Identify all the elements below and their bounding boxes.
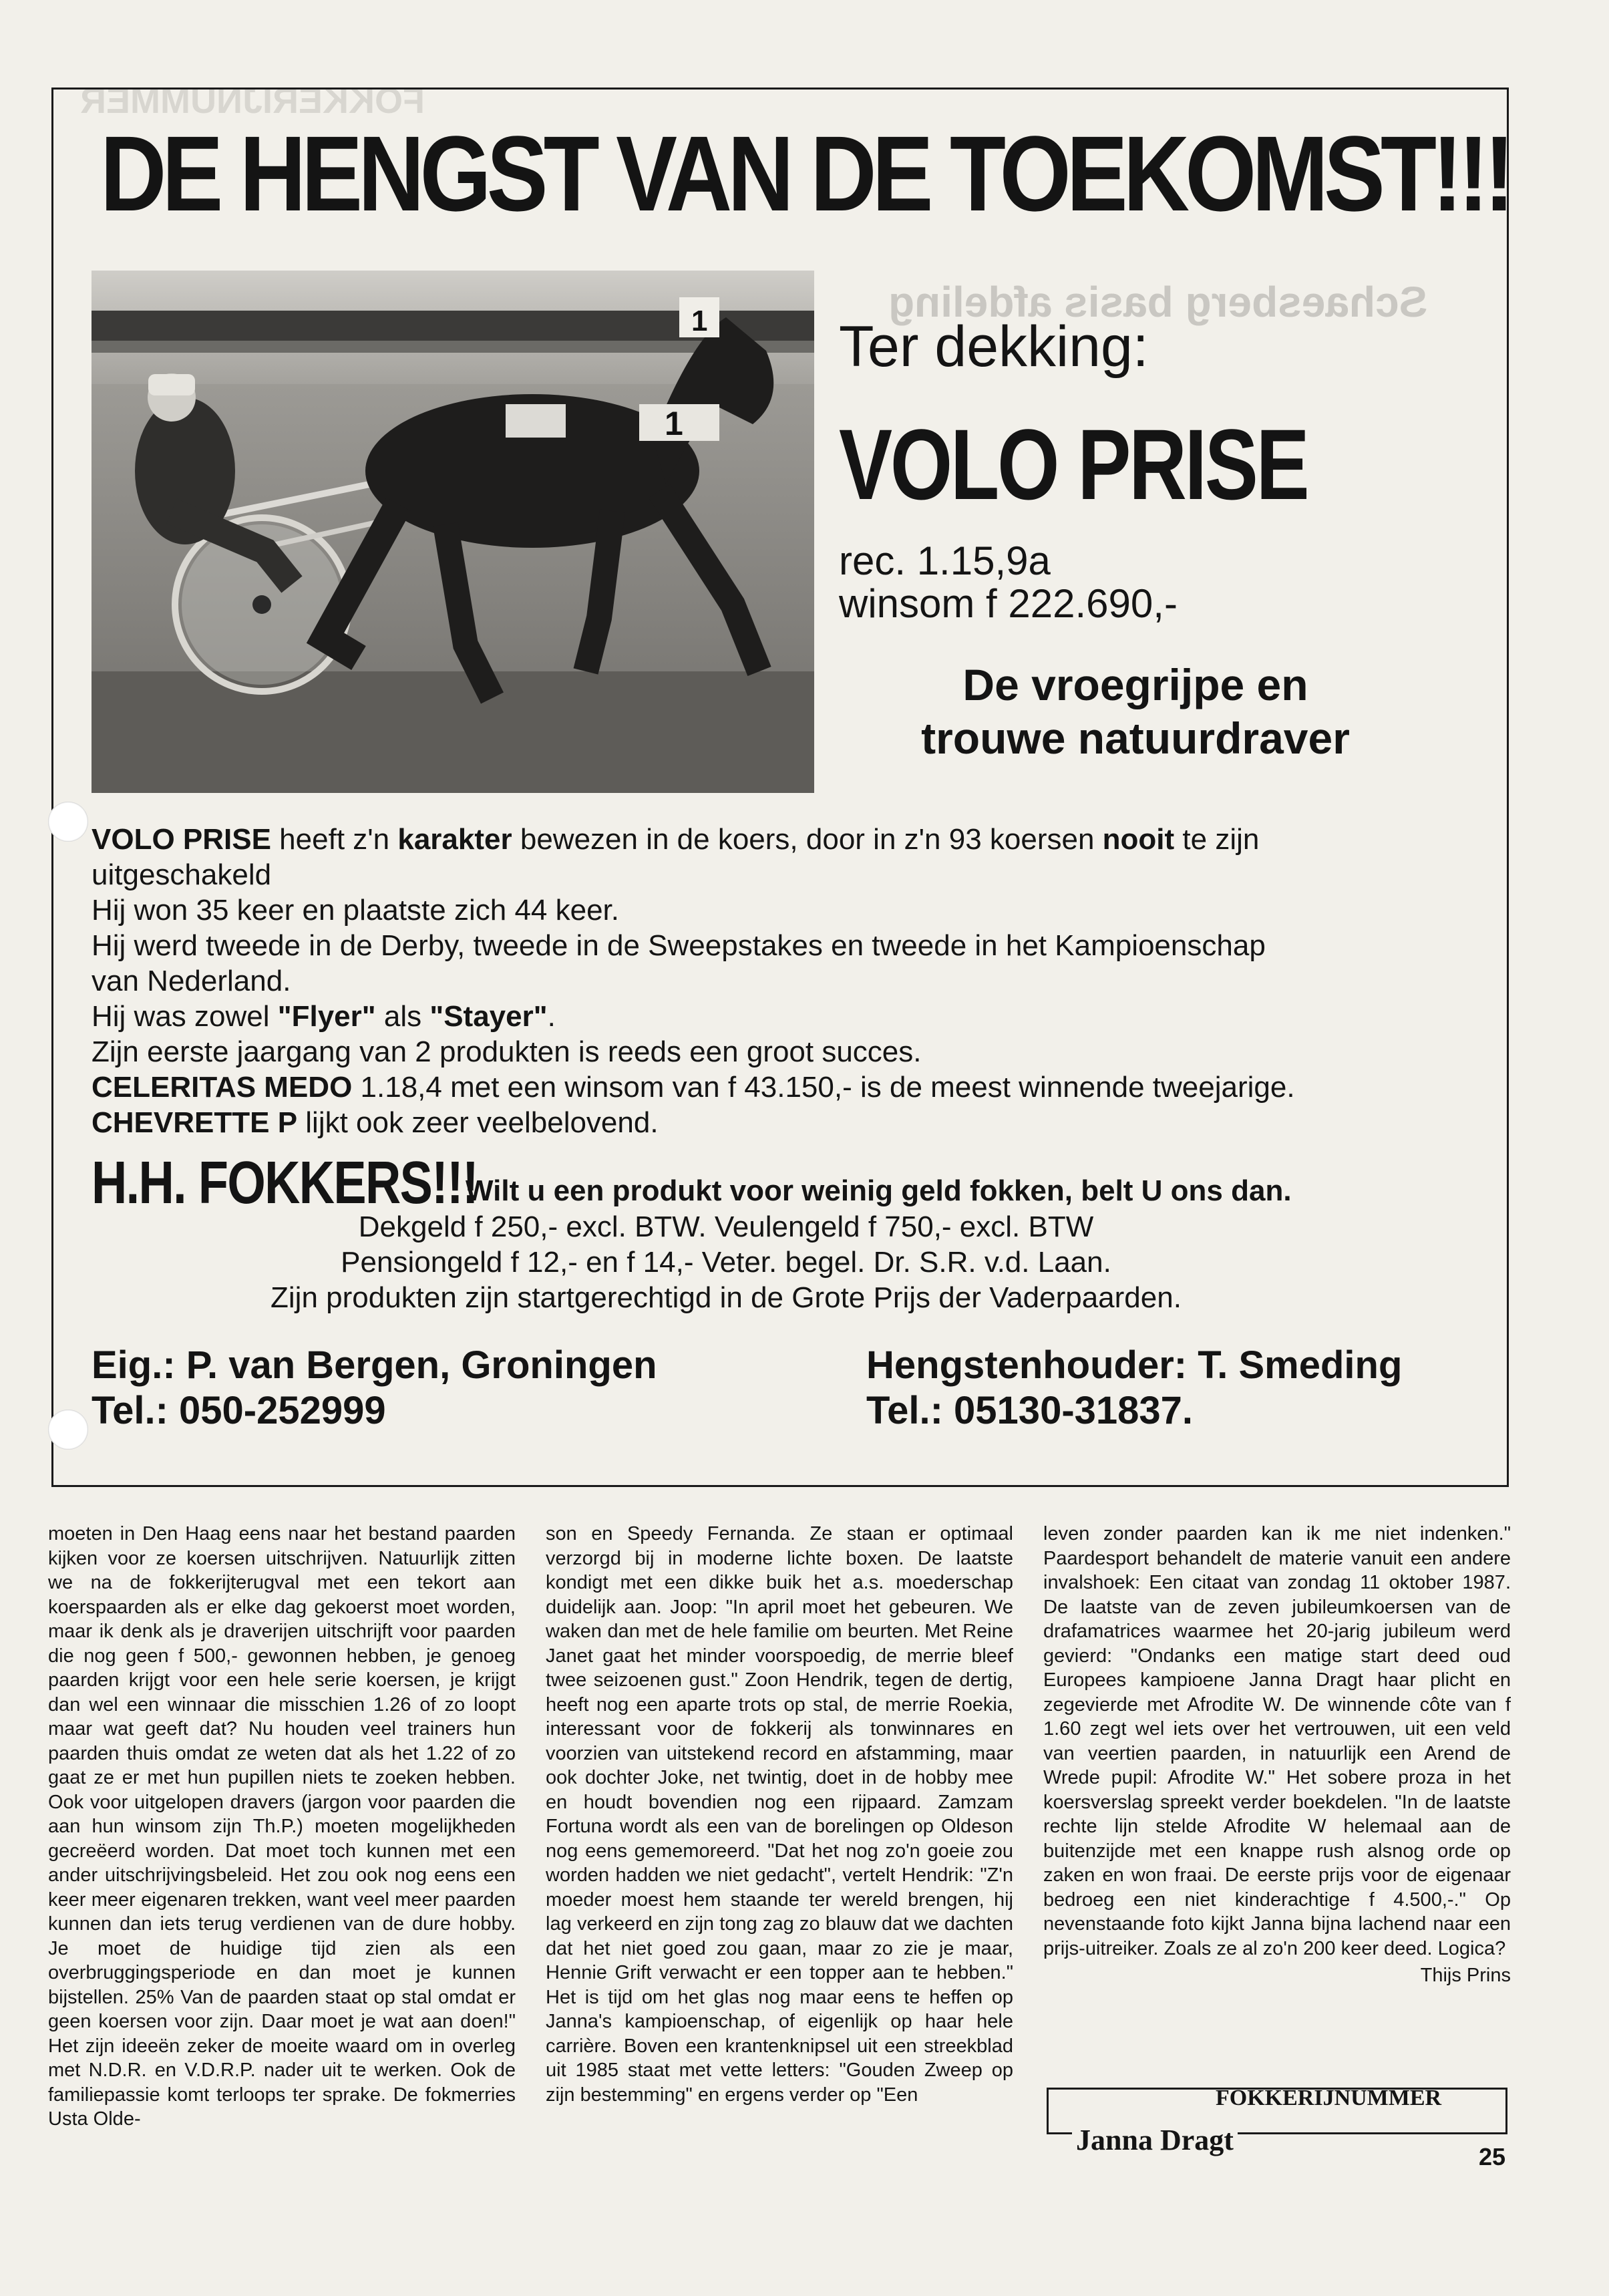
desc-line: Hij won 35 keer en plaatste zich 44 keer. [92,894,620,927]
desc-text: als [375,1000,430,1033]
author-signature: Thijs Prins [1420,1965,1511,1986]
desc-text: Hij was zowel [92,1000,278,1033]
article-paragraph: leven zonder paarden kan ik me niet indenken." Paardesport behandelt de materie vanuit een andere invalshoek: Een citaat van zondag 11 oktober 1987. De laatste van de zeven jubileumkoersen van de drafamatrices waarmee het 20-jarig jubileum werd gevierd: "Ondanks een matige start deed oud Europees kampioene Janna Dragt haar plicht en zegevierde met Afrodite W. De winnende côte van f 1.60 zegt wel iets over het vertrouwen, uit een veld van veertien paarden, in natuurlijk een Arend de Wrede pupil: Afrodite W." Het sobere proza in het koersverslag spreekt verder boekdelen. "In de laatste rechte lijn stelde Afrodite W helemaal aan de buitenzijde met een knappe rush alsnog orde op zaken en won fraai. De eerste prijs voor de eigenaar bedroeg een niet kinderachtige f 4.500,-." Op nevenstaande foto kijkt Janna bijna lachend naar een prijs-uitreiker. Zoals ze al zo'n 200 keer deed. Logica? [1043,1523,1511,1959]
desc-bold: nooit [1102,823,1175,856]
punch-hole [48,802,88,842]
breeders-call [92,1149,1292,1218]
fees-line: Dekgeld f 250,- excl. BTW. Veulengeld f 750,- excl. BTW [358,1210,1094,1243]
desc-line [92,1070,1494,1105]
record-winsom: winsom f 222.690,- [839,581,1178,626]
desc-line [92,999,1494,1034]
stallion-record [839,540,1178,625]
svg-text:1: 1 [665,405,683,442]
article-column-1 [48,1522,516,2132]
svg-text:1: 1 [691,305,708,337]
stallion-holder-contact [866,1343,1402,1434]
owner-phone: Tel.: 050-252999 [92,1389,386,1432]
article-paragraph: son en Speedy Fernanda. Ze staan er optimaal verzorgd bij in moderne lichte boxen. De laatste kondigt met een dikke buik het a.s. moederschap duidelijk aan. Joop: "In april moet het gebeuren. We waken dan met de hele familie om beurten. Met Reine Janet gaat het minder voorspoedig, de merrie bleef twee seizoenen gust." Zoon Hendrik, tegen de dertig, heeft nog een aparte trots op stal, de merrie Roekia, interessant voor de fokkerij als tonwinnares en voorzien van uitstekend record en afstamming, maar ook dochter Joke, net twintig, doet in de hobby mee en houdt bovendien nog een rijpaard. Zamzam Fortuna wordt als een van de borelingen op Oldeson nog eens gememoreerd. "Dat het nog zo'n goeie zou worden hadden we niet gedacht", vertelt Hendrik: "Z'n moeder moest hem staande ter wereld brengen, hij lag verkeerd en zijn tong zag zo blauw dat we dachten dat het niet goed zou gaan, maar zo zie je maar, Hennie Grift verwacht er een topper aan te hebben." Het is tijd om het glas nog maar eens te heffen op Janna's kampioenschap, of eigenlijk op haar hele carrière. Boven een krantenknipsel uit een streekblad uit 1985 staat met vette letters: "Gouden Zweep op zijn bestemming" en ergens verder op "Een [546,1523,1013,2106]
desc-text: . [547,1000,556,1033]
breeders-subline: Wilt u een produkt voor weinig geld fokken, belt U ons dan. [466,1174,1292,1207]
ter-dekking-label: Ter dekking: [839,315,1149,379]
fees-line: Zijn produkten zijn startgerechtigd in de Grote Prijs der Vaderpaarden. [271,1281,1182,1314]
article-column-2 [546,1522,1013,2107]
desc-bold: karakter [397,823,512,856]
reverse-page-showthrough-header: FOKKERIJNUMMER [80,81,425,121]
desc-text: te zijn [1174,823,1260,856]
desc-line: Zijn eerste jaargang van 2 produkten is reeds een groot succes. [92,1035,922,1068]
article-subject: Janna Dragt [1072,2123,1238,2157]
desc-line: Hij werd tweede in de Derby, tweede in de Sweepstakes en tweede in het Kampioenschap [92,929,1266,962]
fees-line: Pensiongeld f 12,- en f 14,- Veter. begel. Dr. S.R. v.d. Laan. [341,1246,1111,1279]
ad-headline: DE HENGST VAN DE TOEKOMST!!! [100,114,1510,233]
owner-name: Eig.: P. van Bergen, Groningen [92,1343,657,1387]
desc-line [92,822,1494,857]
desc-text: 1.18,4 met een winsom van f 43.150,- is de meest winnende tweejarige. [352,1071,1295,1104]
desc-line: uitgeschakeld [92,858,272,891]
tagline-line-2: trouwe natuurdraver [921,713,1350,763]
desc-text: heeft z'n [271,823,398,856]
article-column-3 [1043,1522,1511,1988]
desc-horse-name: VOLO PRISE [92,823,271,856]
page-number: 25 [1479,2143,1506,2170]
desc-text: lijkt ook zeer veelbelovend. [297,1106,659,1139]
owner-contact [92,1343,657,1434]
desc-bold: CHEVRETTE P [92,1106,298,1139]
punch-hole [48,1410,88,1450]
stallion-holder-name: Hengstenhouder: T. Smeding [866,1343,1403,1387]
breeders-heading: H.H. FOKKERS!!! [92,1150,478,1216]
stallion-tagline [801,658,1469,765]
desc-bold: CELERITAS MEDO [92,1071,353,1104]
stallion-name: VOLO PRISE [839,408,1308,520]
desc-text: bewezen in de koers, door in z'n 93 koersen [512,823,1103,856]
stallion-description [92,822,1494,1140]
desc-line: van Nederland. [92,965,291,997]
fees-block [92,1209,1361,1315]
reverse-page-showthrough-title: Schaesberg basis afdeling [888,278,1428,326]
desc-bold: "Flyer" [277,1000,376,1033]
stallion-holder-phone: Tel.: 05130-31837. [866,1389,1194,1432]
trotter-sulky-illustration [92,271,814,793]
article-paragraph: moeten in Den Haag eens naar het bestand paarden kijken voor ze koersen uitschrijven. Natuurlijk zitten we na de fokkerijterugval met een tekort aan koerspaarden als er elke dag gekoerst moet worden, maar ik denk als je draverijen uitschrijft voor paarden die nog geen f 500,- gewonnen hebben, je genoeg paarden krijgt voor een hele serie koersen, je krijgt dan wel een winnaar die misschien 1.26 of zo loopt maar wat geeft dat? Nu houden veel trainers hun paarden thuis omdat ze weten dat als het 1.22 of zo gaat ze er met hun pupillen niets te zoeken hebben. Ook voor uitgelopen dravers (jargon voor paarden die aan hun winsom zijn Th.P.) moeten mogelijkheden gecreëerd worden. Dat moet toch kunnen met een ander uitschrijvingsbeleid. Het zou ook nog eens een keer meer eigenaren trekken, want veel meer paarden kunnen dan iets terug verdienen van de dure hobby. Je moet de huidige tijd zien als een overbruggingsperiode en dan moet je kunnen bijstellen. 25% Van de paarden staat op stal omdat er geen koersen voor zijn. Daar moet je wat aan doen!" Het zijn ideeën zeker de moeite waard om in overleg met N.D.R. en V.D.R.P. nader uit te werken. Ook de familiepassie komt terloops ter sprake. De fokmerries Usta Olde- [48,1523,516,2130]
tagline-line-1: De vroegrijpe en [962,660,1308,709]
section-tag: FOKKERIJNUMMER [1216,2086,1442,2110]
horse-photo [92,271,814,793]
desc-line [92,1105,1494,1140]
desc-bold: "Stayer" [429,1000,548,1033]
record-time: rec. 1.15,9a [839,538,1051,583]
